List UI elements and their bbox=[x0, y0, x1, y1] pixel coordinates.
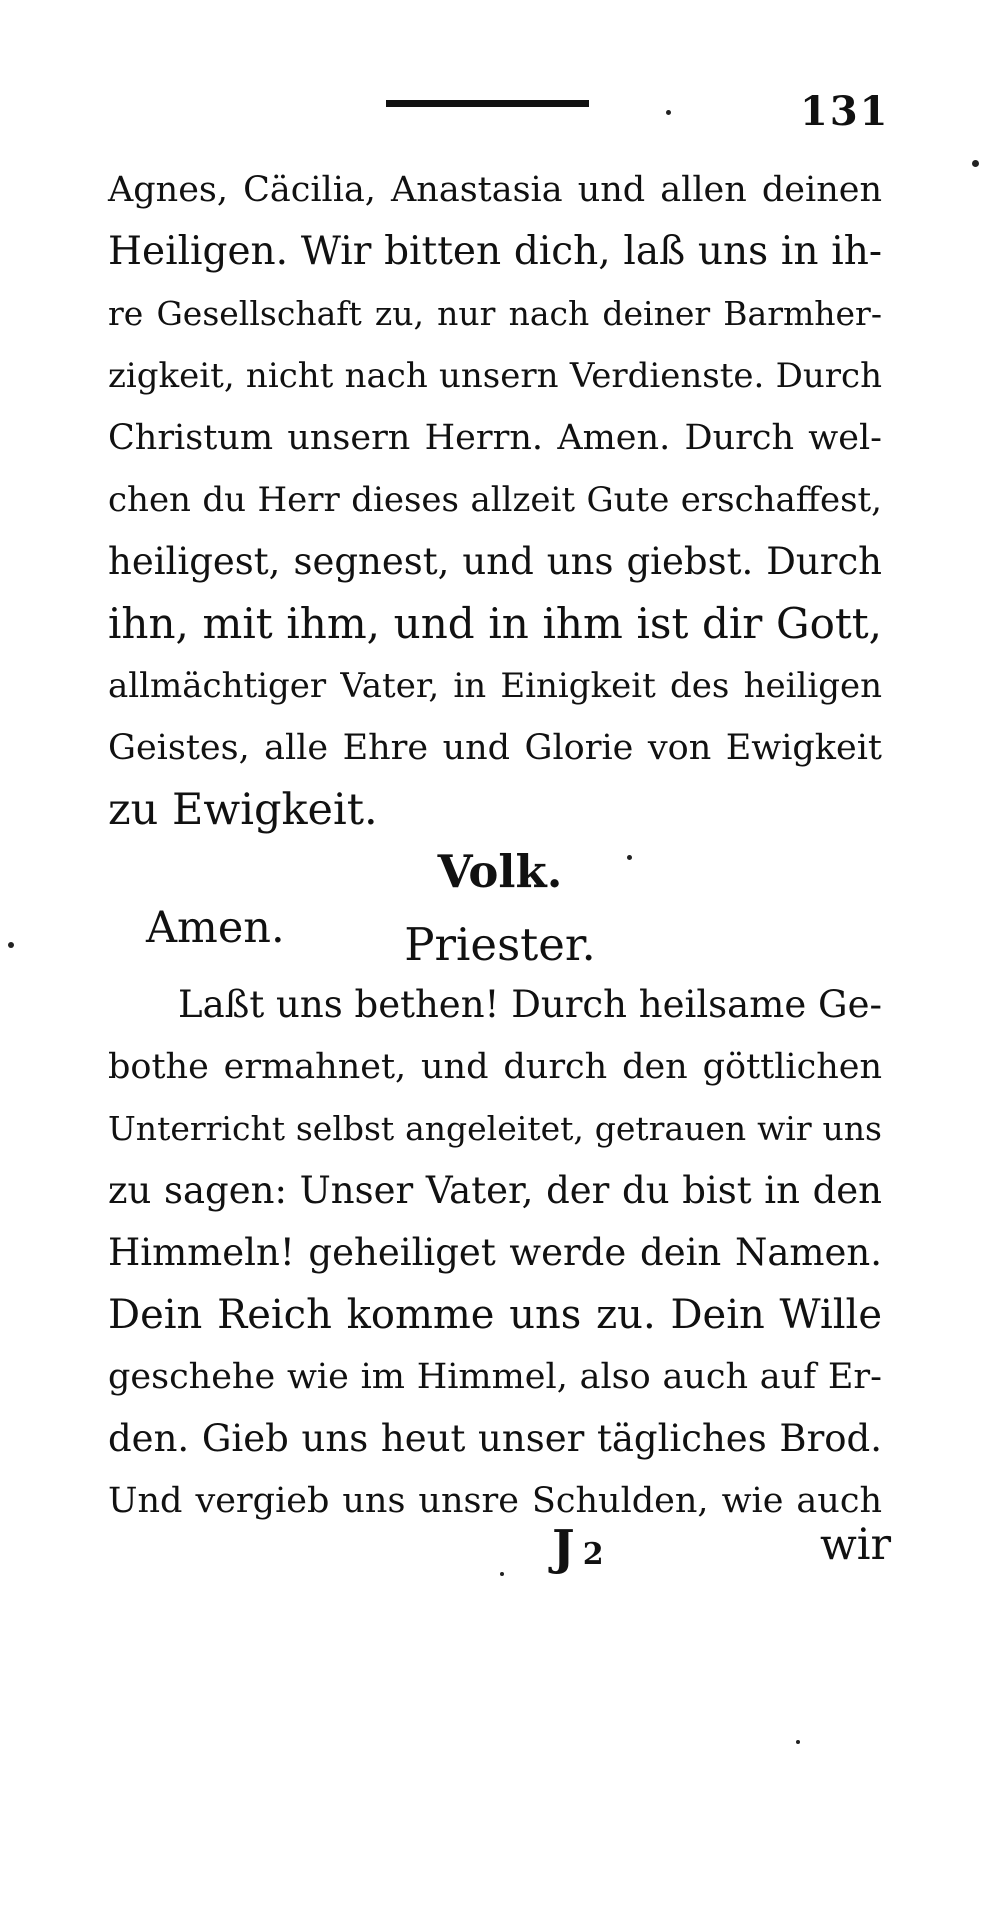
text-line: re Gesellschaft zu, nur nach deiner Barmher- bbox=[108, 294, 882, 333]
signature-number: 2 bbox=[582, 1537, 604, 1572]
text-line: Unterricht selbst angeleitet, getrauen wir uns bbox=[108, 1109, 882, 1148]
text-line: zu sagen: Unser Vater, der du bist in den bbox=[108, 1169, 882, 1212]
paper-speck bbox=[666, 110, 671, 115]
text-line: heiligest, segnest, und uns giebst. Durch bbox=[108, 540, 882, 583]
catchword: wir bbox=[820, 1520, 892, 1570]
paper-speck bbox=[972, 160, 979, 167]
heading-volk: Volk. bbox=[437, 845, 563, 898]
text-line: Christum unsern Herrn. Amen. Durch wel- bbox=[108, 418, 882, 458]
text-line: Heiligen. Wir bitten dich, laß uns in ih- bbox=[108, 229, 882, 274]
text-line: allmächtiger Vater, in Einigkeit des heiligen bbox=[108, 666, 882, 706]
text-line: Dein Reich komme uns zu. Dein Wille bbox=[108, 1292, 882, 1338]
header-rule bbox=[386, 100, 589, 107]
page-number: 131 bbox=[800, 88, 890, 135]
signature-letter: J bbox=[552, 1520, 575, 1576]
text-line: Geistes, alle Ehre und Glorie von Ewigkeit bbox=[108, 728, 882, 768]
text-line: zu Ewigkeit. bbox=[108, 785, 378, 835]
text-line: den. Gieb uns heut unser tägliches Brod. bbox=[108, 1417, 882, 1460]
paper-speck bbox=[500, 1572, 504, 1576]
paper-speck bbox=[8, 942, 14, 948]
text-line: bothe ermahnet, und durch den göttlichen bbox=[108, 1047, 882, 1087]
paper-speck bbox=[796, 1740, 800, 1744]
text-line: Agnes, Cäcilia, Anastasia und allen deinen bbox=[108, 170, 882, 210]
text-line: ihn, mit ihm, und in ihm ist dir Gott, bbox=[108, 599, 882, 648]
text-line: zigkeit, nicht nach unsern Verdienste. Durch bbox=[108, 356, 882, 396]
volk-response: Amen. bbox=[146, 903, 285, 953]
text-line: Und vergieb uns unsre Schulden, wie auch bbox=[108, 1481, 882, 1521]
signature-mark bbox=[552, 1520, 604, 1576]
text-line: chen du Herr dieses allzeit Gute erschaffest, bbox=[108, 480, 882, 520]
heading-priester: Priester. bbox=[404, 918, 596, 971]
text-line: geschehe wie im Himmel, also auch auf Er- bbox=[108, 1357, 882, 1397]
text-line: Himmeln! geheiliget werde dein Namen. bbox=[108, 1231, 882, 1274]
text-line: Laßt uns bethen! Durch heilsame Ge- bbox=[178, 983, 882, 1026]
paper-speck bbox=[627, 855, 632, 860]
